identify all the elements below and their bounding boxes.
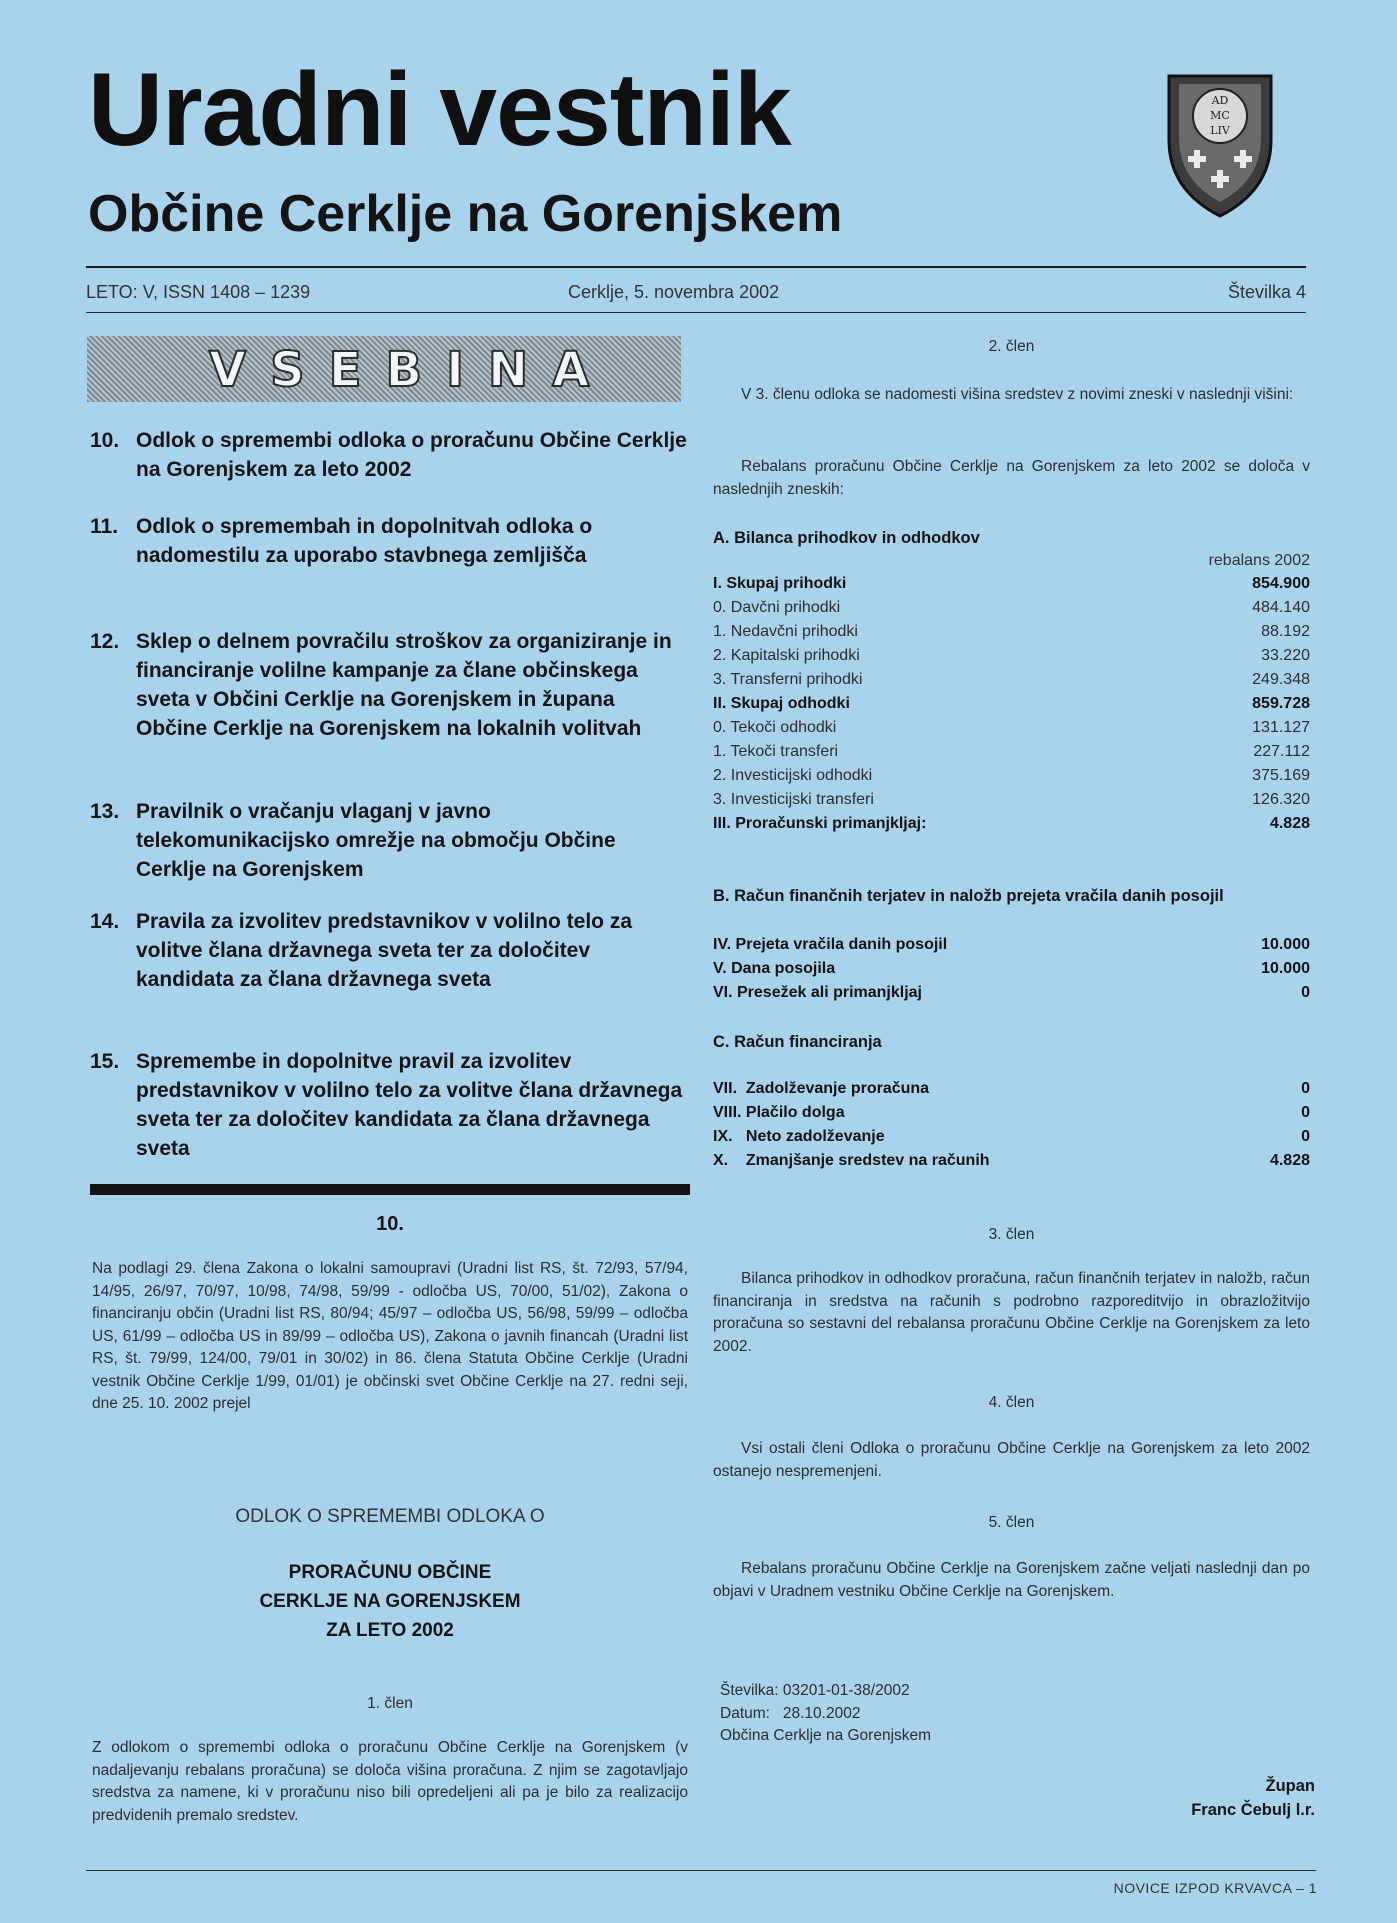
table-b — [713, 933, 1310, 1005]
clen1-heading: 1. člen — [367, 1695, 413, 1712]
masthead-title: Uradni vestnik — [88, 52, 791, 168]
table-row — [713, 716, 1310, 740]
masthead-rule — [86, 266, 1306, 268]
toc-item[interactable] — [90, 512, 690, 570]
row-value: 126.320 — [1252, 791, 1310, 808]
table-row — [713, 1149, 1310, 1173]
act-title-line: CERKLJE NA GORENJSKEM — [259, 1591, 521, 1612]
row-label: III. Proračunski primanjkljaj: — [713, 815, 927, 832]
toc-item-number: 10. — [90, 429, 120, 452]
toc-item[interactable] — [90, 907, 690, 994]
row-label: V. Dana posojila — [713, 960, 836, 977]
clen5-heading: 5. člen — [988, 1514, 1035, 1531]
row-value: 33.220 — [1261, 647, 1310, 664]
toc-item-number: 12. — [90, 630, 120, 653]
table-row — [713, 957, 1310, 981]
section-b-heading: B. Račun finančnih terjatev in naložb prejeta vračila danih posojil — [713, 887, 1224, 905]
table-row — [713, 788, 1310, 812]
row-value: 484.140 — [1252, 599, 1310, 616]
section-divider — [90, 1184, 690, 1195]
table-row — [713, 933, 1310, 957]
row-label: 0. Davčni prihodki — [713, 599, 841, 616]
column-header: rebalans 2002 — [1208, 552, 1310, 569]
row-label: II. Skupaj odhodki — [713, 695, 850, 712]
footer-rule — [86, 1870, 1316, 1871]
row-value: 859.728 — [1252, 695, 1310, 712]
toc-item-text: Spremembe in dopolnitve pravil za izvolitev predstavnikov v volilno telo za volitve člana državnega sveta ter za določitev kandidata za člana državnega sveta — [136, 1050, 683, 1160]
row-value: 0 — [1301, 1128, 1310, 1145]
signer-role: Župan — [1265, 1777, 1315, 1795]
act-title-line: ZA LETO 2002 — [326, 1620, 454, 1641]
issue-number: Številka 4 — [1227, 282, 1306, 302]
toc-item-text: Sklep o delnem povračilu stroškov za organiziranje in financiranje volilne kampanje za člane občinskega sveta v Občini Cerklje na Gorenjskem in župana Občine Cerklje na Gorenjskem na lokalnih volitvah — [136, 630, 672, 740]
article-number: 10. — [376, 1213, 404, 1235]
row-label: 3. Transferni prihodki — [713, 671, 863, 688]
table-row — [713, 572, 1310, 596]
contents-heading: VSEBINA — [209, 342, 614, 398]
clen3-text: Bilanca prihodkov in odhodkov proračuna, račun finančnih terjatev in naložb, račun financiranja in sredstva na računih s podrobno razporeditvijo in obrazložitvijo proračuna so sestavni del rebalansa proračunu Občine Cerklje na Gorenjskem za leto 2002. — [713, 1270, 1310, 1355]
toc-item-text: Odlok o spremembi odloka o proračunu Občine Cerklje na Gorenjskem za leto 2002 — [136, 429, 687, 481]
table-row — [713, 668, 1310, 692]
meta-rule — [86, 312, 1306, 313]
act-title-light: ODLOK O SPREMEMBI ODLOKA O — [235, 1506, 545, 1527]
table-row — [713, 1077, 1310, 1101]
table-row — [713, 812, 1310, 836]
row-label: X. Zmanjšanje sredstev na računih — [713, 1152, 990, 1169]
crest-letters-top: AD — [1211, 94, 1229, 107]
coat-of-arms-icon — [1165, 70, 1275, 220]
masthead-subtitle: Občine Cerklje na Gorenjskem — [88, 185, 843, 243]
article-intro: Na podlagi 29. člena Zakona o lokalni samoupravi (Uradni list RS, št. 72/93, 57/94, 14/95, 26/97, 70/97, 10/98, 74/98, 59/99 - odločba US, 70/00, 51/02), Zakona o financiranju občin (Uradni list RS, 80/94; 45/97 – odločba US, 56/98, 59/99 – odločba US, 61/99 – odločba US in 89/99 – odločba US), Zakona o javnih financah (Uradni list RS, št. 79/99, 124/00, 79/01 in 30/02) in 86. člena Statuta Občine Cerklje (Uradni vestnik Občine Cerklje 1/99, 01/01) je občinski svet Občine Cerklje na 27. redni seji, dne 25. 10. 2002 prejel — [92, 1260, 688, 1412]
toc-item-number: 13. — [90, 800, 120, 823]
issue-volume-issn: LETO: V, ISSN 1408 – 1239 — [86, 282, 311, 302]
row-value: 0 — [1301, 984, 1310, 1001]
row-value: 4.828 — [1269, 815, 1310, 832]
row-value: 131.127 — [1252, 719, 1310, 736]
row-label: 2. Investicijski odhodki — [713, 767, 873, 784]
table-row — [713, 764, 1310, 788]
toc-item-number: 15. — [90, 1050, 120, 1073]
clen4-heading: 4. člen — [988, 1394, 1035, 1411]
table-row — [713, 740, 1310, 764]
toc-item-text: Odlok o spremembah in dopolnitvah odloka o nadomestilu za uporabo stavbnega zemljišča — [136, 515, 593, 567]
clen2-paragraph-2: Rebalans proračunu Občine Cerklje na Gorenjskem za leto 2002 se določa v naslednjih zneskih: — [713, 458, 1310, 498]
clen2-paragraph-1: V 3. členu odloka se nadomesti višina sredstev z novimi zneski v naslednji višini: — [741, 386, 1294, 403]
issue-date: Cerklje, 5. novembra 2002 — [568, 282, 780, 302]
table-row — [713, 1125, 1310, 1149]
row-value: 227.112 — [1253, 743, 1310, 760]
row-value: 88.192 — [1261, 623, 1310, 640]
section-c-heading: C. Račun financiranja — [713, 1033, 882, 1051]
clen3-heading: 3. člen — [988, 1226, 1035, 1243]
table-c — [713, 1077, 1310, 1173]
row-value: 10.000 — [1261, 936, 1310, 953]
document-number: Številka: 03201-01-38/2002 — [720, 1682, 910, 1699]
row-label: 1. Nedavčni prihodki — [713, 623, 858, 640]
clen5-text: Rebalans proračunu Občine Cerklje na Gorenjskem začne veljati naslednji dan po objavi v Uradnem vestniku Občine Cerklje na Gorenjskem. — [713, 1560, 1310, 1600]
table-row — [713, 596, 1310, 620]
toc-item[interactable] — [90, 426, 690, 484]
row-label: 3. Investicijski transferi — [713, 791, 874, 808]
toc-item-text: Pravila za izvolitev predstavnikov v volilno telo za volitve člana državnega sveta ter za določitev kandidata za člana državnega sveta — [136, 910, 633, 991]
row-label: IX. Neto zadolževanje — [713, 1128, 885, 1145]
row-value: 0 — [1301, 1080, 1310, 1097]
toc-item[interactable] — [90, 797, 690, 884]
row-value: 375.169 — [1252, 767, 1310, 784]
signer — [1191, 1774, 1315, 1822]
row-label: 0. Tekoči odhodki — [713, 719, 837, 736]
clen1-text: Z odlokom o spremembi odloka o proračunu Občine Cerklje na Gorenjskem (v nadaljevanju rebalans proračuna) se določa višina proračuna. Z njim se zagotavljajo sredstva za namene, ki v proračunu niso bili opredeljeni ali pa je bilo za realizacijo predvidenih premalo sredstev. — [92, 1739, 688, 1824]
toc-item-text: Pravilnik o vračanju vlaganj v javno telekomunikacijsko omrežje na območju Občine Cerklje na Gorenjskem — [136, 800, 616, 881]
document-date: Datum: 28.10.2002 — [720, 1704, 861, 1722]
contents-banner — [87, 336, 681, 402]
crest-letters-bottom: LIV — [1210, 124, 1230, 137]
row-value: 854.900 — [1252, 575, 1310, 592]
table-row — [713, 1101, 1310, 1125]
act-title-bold — [90, 1558, 690, 1645]
clen4-text: Vsi ostali členi Odloka o proračunu Občine Cerklje na Gorenjskem za leto 2002 ostanejo nespremenjeni. — [713, 1440, 1310, 1480]
row-label: 1. Tekoči transferi — [713, 743, 839, 760]
act-title-line: PRORAČUNU OBČINE — [288, 1562, 492, 1583]
table-row — [713, 981, 1310, 1005]
signer-name: Franc Čebulj l.r. — [1191, 1801, 1315, 1819]
row-label: 2. Kapitalski prihodki — [713, 647, 860, 664]
row-label: VIII. Plačilo dolga — [713, 1104, 845, 1121]
table-a — [713, 572, 1310, 836]
table-row — [713, 620, 1310, 644]
clen2-heading: 2. člen — [988, 338, 1035, 355]
row-label: VI. Presežek ali primanjkljaj — [713, 984, 922, 1001]
issuing-municipality: Občina Cerklje na Gorenjskem — [720, 1727, 932, 1744]
crest-letters-middle: MC — [1210, 109, 1230, 122]
row-value: 4.828 — [1269, 1152, 1310, 1169]
toc-item-number: 11. — [90, 515, 119, 538]
row-label: VII. Zadolževanje proračuna — [713, 1080, 930, 1097]
signature-block — [720, 1680, 1120, 1748]
toc-item-number: 14. — [90, 910, 120, 933]
row-value: 10.000 — [1261, 960, 1310, 977]
table-row — [713, 644, 1310, 668]
row-value: 249.348 — [1252, 671, 1310, 688]
row-value: 0 — [1301, 1104, 1310, 1121]
row-label: I. Skupaj prihodki — [713, 575, 847, 592]
page-footer: NOVICE IZPOD KRVAVCA – 1 — [1113, 1880, 1317, 1896]
toc-item[interactable] — [90, 627, 690, 743]
toc-item[interactable] — [90, 1047, 690, 1163]
row-label: IV. Prejeta vračila danih posojil — [713, 936, 948, 953]
table-row — [713, 692, 1310, 716]
section-a-heading: A. Bilanca prihodkov in odhodkov — [713, 529, 980, 547]
